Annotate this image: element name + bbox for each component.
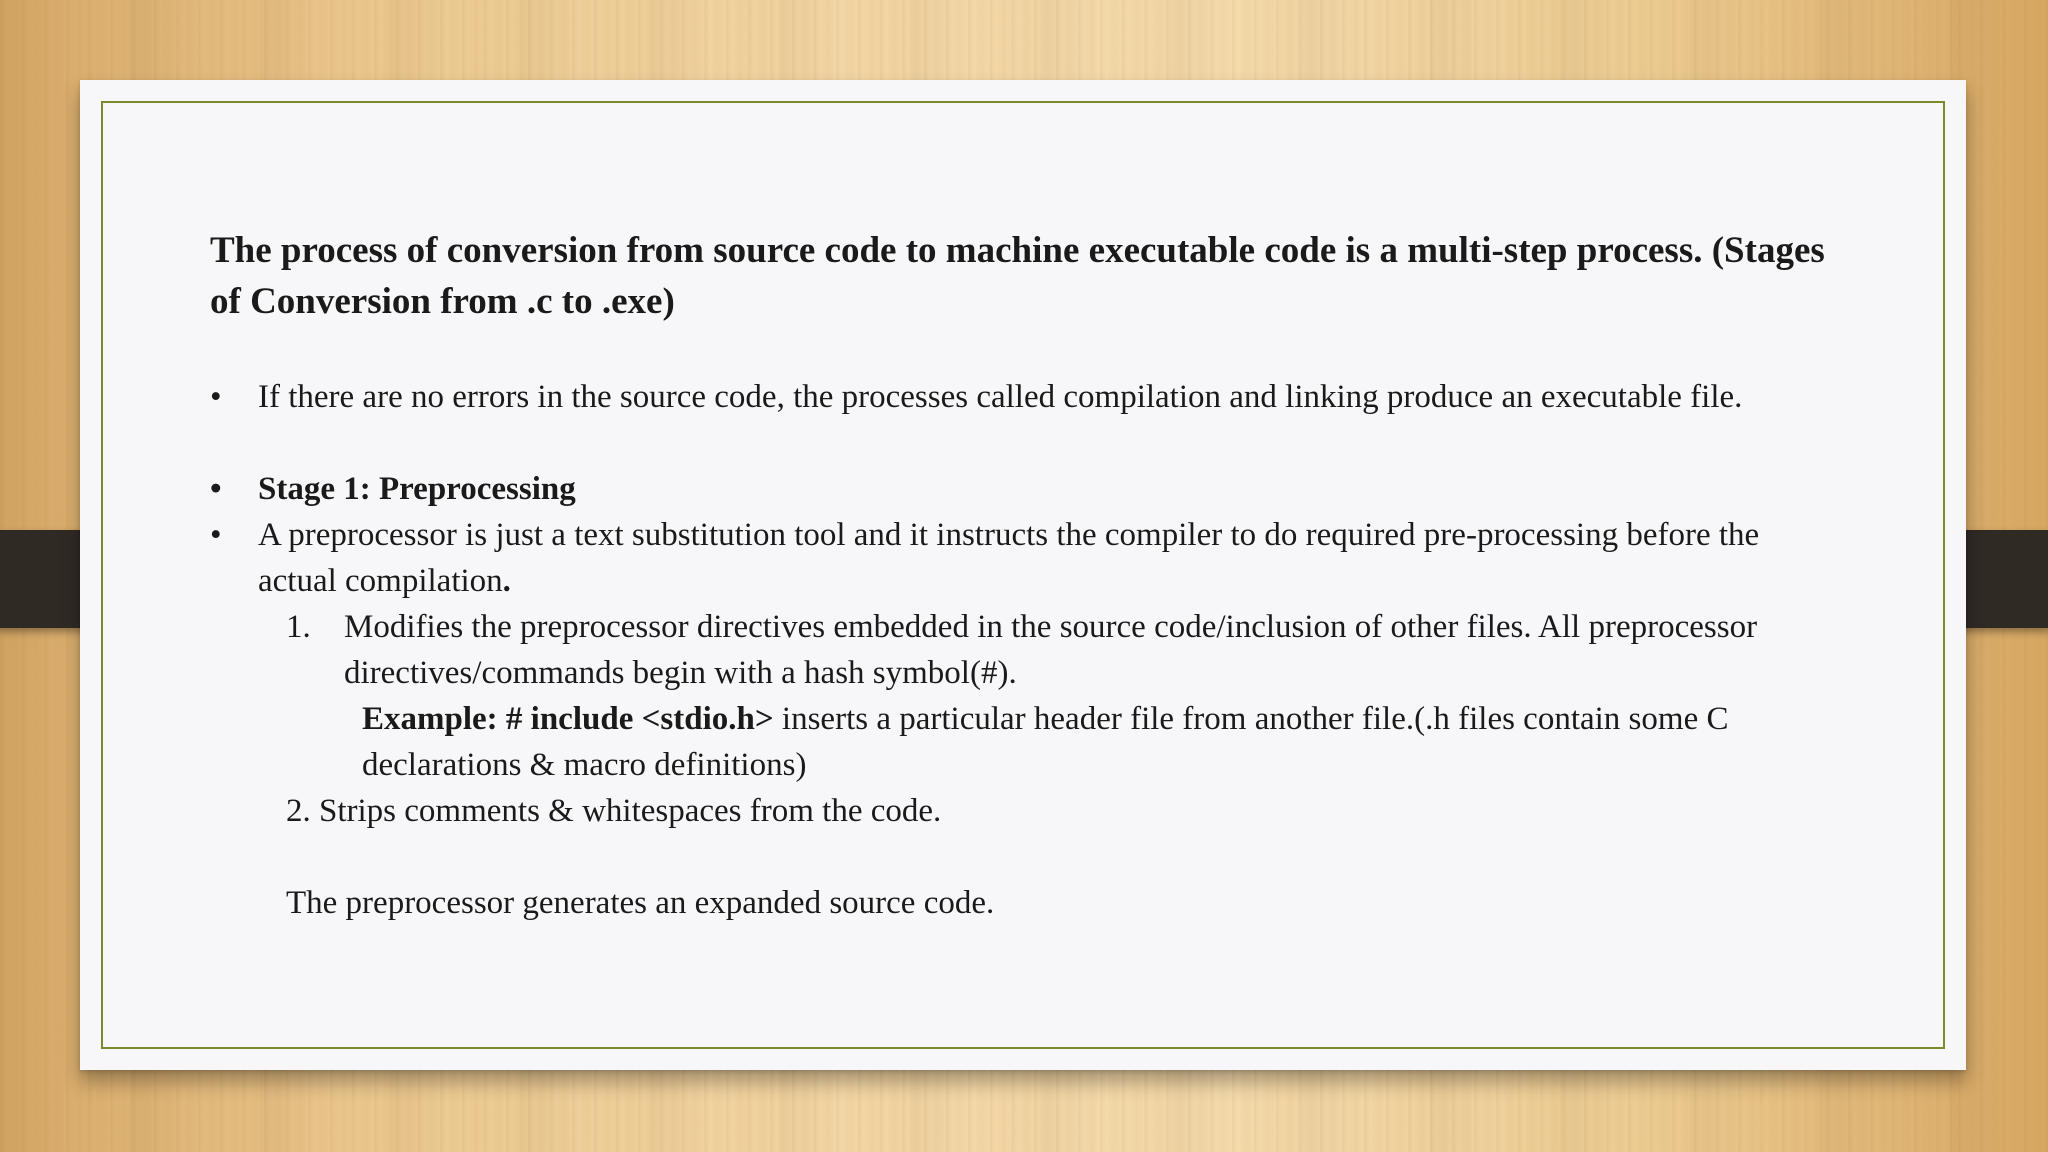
- numbered-item-1-marker: 1.: [286, 609, 311, 645]
- numbered-item-2: 2. Strips comments & whitespaces from the code.: [286, 793, 942, 829]
- numbered-item-1-text: Modifies the preprocessor directives embedded in the source code/inclusion of other files. All preprocessor directives/commands begin with a hash symbol(#).: [344, 609, 1758, 691]
- slide-card: [80, 80, 1966, 1070]
- preprocessor-definition-text: A preprocessor is just a text substitution tool and it instructs the compiler to do required pre-processing before the actual compilation: [258, 517, 1760, 599]
- numbered-item-1: [286, 604, 1830, 696]
- example-line: [286, 696, 1830, 788]
- slide-heading: The process of conversion from source code to machine executable code is a multi-step process. (Stages of Conversion from .c to .exe): [210, 230, 1825, 322]
- slide-content: [210, 225, 1830, 926]
- example-label: Example: # include <stdio.h>: [362, 701, 774, 737]
- preprocessor-definition-period: .: [502, 563, 511, 599]
- bullet-list: [210, 374, 1830, 604]
- bullet-stage-1: • Stage 1: Preprocessing: [210, 466, 1830, 512]
- bullet-no-errors: • If there are no errors in the source code, the processes called compilation and linking produce an executable file.: [210, 374, 1830, 420]
- bullet-preprocessor-definition: [210, 512, 1830, 604]
- example-text: inserts a particular header file from another file.(.h files contain some C declarations & macro definitions): [362, 701, 1729, 783]
- closing-sentence: The preprocessor generates an expanded source code.: [286, 885, 995, 921]
